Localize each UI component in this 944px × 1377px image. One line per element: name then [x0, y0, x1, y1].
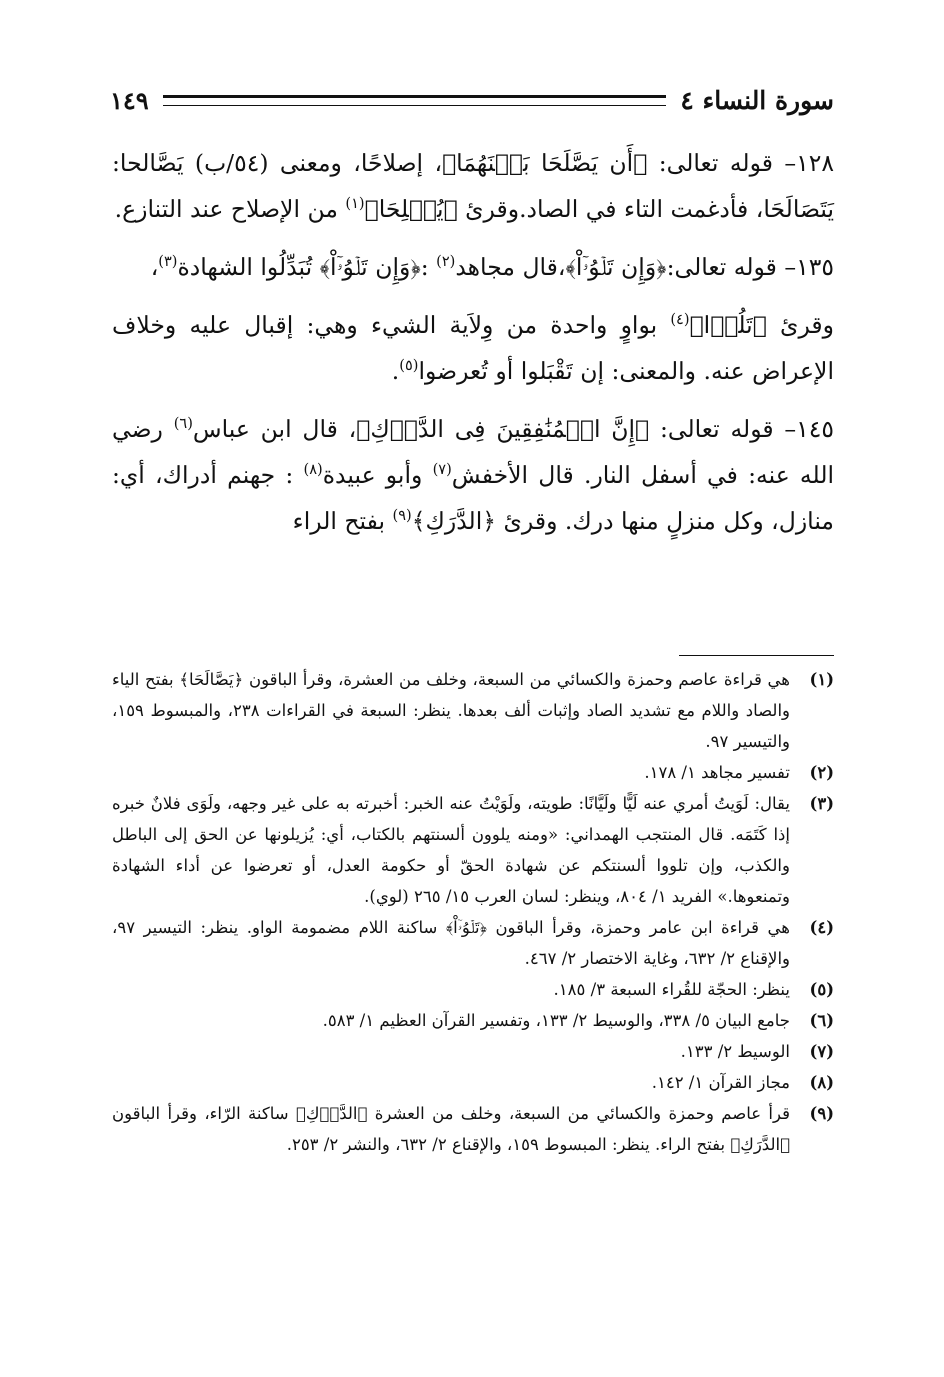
footnote-text: تفسير مجاهد ١/ ١٧٨. [644, 763, 790, 782]
text-segment: من الإصلاح عند التنازع. [114, 195, 346, 223]
footnote [112, 1098, 834, 1160]
text-segment: : جهنم أدراك، أي: منازل، وكل منزلٍ منها درك. وقرئ ﴿الدَّرَكِ﴾ [112, 461, 834, 535]
text-segment: . [391, 357, 400, 385]
footnote-text: يقال: لَوَيتُ أمري عنه لَيًّا ولَيَّانًا: طويته، ولَوَيْتُ عنه الخبر: أخبرته به على غير وجهه، ولَوَى فلانٌ خبره إذا كَتَمَه. قال المنتجب الهمداني: «ومنه يلوون ألسنتهم بالكتاب، أي: يُزيلونها عن الحق إلى الباطل والكذب، وإن تلووا ألسنتكم عن شهادة الحقّ أو حكومة العدل، أو تعرضوا عن أداء الشهادة وتمنعوها.» الفريد ١/ ٨٠٤، وينظر: لسان العرب ١٥/ ٢٦٥ (لوي). [112, 794, 790, 906]
footnote-reference: (٦) [173, 415, 193, 433]
footnote [112, 757, 834, 788]
footnote-text: الوسيط ٢/ ١٣٣. [680, 1042, 790, 1061]
paragraph [112, 302, 834, 394]
footnote [112, 912, 834, 974]
footnote-reference: (٥) [399, 357, 419, 375]
footnote-separator [679, 655, 834, 656]
running-header [110, 80, 834, 120]
text-segment: ١٤٥– قوله تعالى: ﴿إِنَّ الۡمُنَٰفِقِينَ فِى الدَّرۡكِ﴾، قال ابن عباس [192, 415, 834, 443]
footnote-number: (٩) [809, 1104, 834, 1123]
footnote-number: (٤) [809, 918, 834, 937]
footnote-number: (٦) [809, 1011, 834, 1030]
paragraph [112, 406, 834, 544]
footnote-reference: (٣) [158, 253, 178, 271]
text-segment: :﴿وَإِن تَلۡوُۥٓاْ﴾ تُبَدِّلُوا الشهادة [177, 253, 437, 281]
text-segment: ، [150, 253, 159, 281]
text-segment: بفتح الراء [292, 507, 393, 535]
surah-title: سورة النساء ٤ [680, 85, 834, 115]
footnote-number: (٥) [809, 980, 834, 999]
footnote-text: مجاز القرآن ١/ ١٤٢. [651, 1073, 790, 1092]
text-segment: ١٣٥– قوله تعالى:﴿وَإِن تَلۡوُۥٓاْ﴾،قال مجاهد [455, 253, 834, 281]
footnote-reference: (١) [345, 195, 365, 213]
header-double-rule [163, 95, 667, 106]
footnote [112, 974, 834, 1005]
footnote-number: (٧) [809, 1042, 834, 1061]
paragraph-text [112, 406, 834, 544]
footnote-number: (١) [809, 670, 834, 689]
footnote-reference: (٨) [303, 461, 323, 479]
footnote-text: هي قراءة عاصم وحمزة والكسائي من السبعة، وخلف من العشرة، وقرأ الباقون ﴿يَصَّالَحَا﴾ بفتح الياء والصاد واللام مع تشديد الصاد وإثبات ألف بعدها. ينظر: السبعة في القراءات ٢٣٨، والمبسوط ١٥٩، والتيسير ٩٧. [112, 670, 791, 751]
footnote [112, 1005, 834, 1036]
footnote-text: جامع البيان ٥/ ٣٣٨، والوسيط ٢/ ١٣٣، وتفسير القرآن العظيم ١/ ٥٨٣. [322, 1011, 790, 1030]
main-text [112, 140, 834, 556]
paragraph [112, 140, 834, 232]
footnote [112, 788, 834, 912]
footnote-text: قرأ عاصم وحمزة والكسائي من السبعة، وخلف من العشرة ﴿الدَّرۡكِ﴾ ساكنة الرّاء، وقرأ الباقون ﴿الدَّرَكِ﴾ بفتح الراء. ينظر: المبسوط ١٥٩، والإقناع ٢/ ٦٣٢، والنشر ٢/ ٢٥٣. [112, 1104, 790, 1154]
text-segment: وقرئ ﴿تَلُوۡا﴾ [689, 311, 834, 339]
footnote-text: هي قراءة ابن عامر وحمزة، وقرأ الباقون ﴿تَلۡوُۥٓاْ﴾ ساكنة اللام مضمومة الواو. ينظر: التيسير ٩٧، والإقناع ٢/ ٦٣٢، وغاية الاختصار ٢/ ٤٦٧. [112, 918, 790, 968]
paragraph-text [112, 302, 834, 394]
paragraph-text [112, 140, 834, 232]
footnote-reference: (٢) [436, 253, 456, 271]
footnote-reference: (٧) [432, 461, 452, 479]
paragraph [112, 244, 834, 290]
text-segment: وأبو عبيدة [322, 461, 433, 489]
footnote-number: (٨) [809, 1073, 834, 1092]
footnote-reference: (٤) [670, 311, 690, 329]
footnote [112, 1067, 834, 1098]
footnote-number: (٢) [809, 763, 834, 782]
footnote-text: ينظر: الحجّة للقُراء السبعة ٣/ ١٨٥. [553, 980, 790, 999]
page-number: ١٤٩ [110, 85, 149, 115]
text-segment: رضي الله عنه: في أسفل النار. قال الأخفش [112, 415, 835, 489]
footnote [112, 1036, 834, 1067]
footnote-reference: (٩) [392, 507, 412, 525]
footnote-number: (٣) [809, 794, 834, 813]
paragraph-text [112, 244, 834, 290]
text-segment: بواوٍ واحدة من وِلاَية الشيء وهي: إقبال عليه وخلاف الإعراض عنه. والمعنى: إن تَقْبَلوا أو تُعرضوا [112, 311, 834, 385]
footnotes [112, 664, 834, 1160]
text-segment: ١٢٨– قوله تعالى: ﴿أَن يَصَّلَحَا بَيۡنَهُمَا﴾، إصلاحًا، ومعنى (٥٤/ب) يَصَّالحا: يَتَصَالَحَا، فأدغمت التاء في الصاد.وقرئ ﴿يُصۡلِحَا﴾ [112, 149, 834, 223]
footnote [112, 664, 834, 757]
